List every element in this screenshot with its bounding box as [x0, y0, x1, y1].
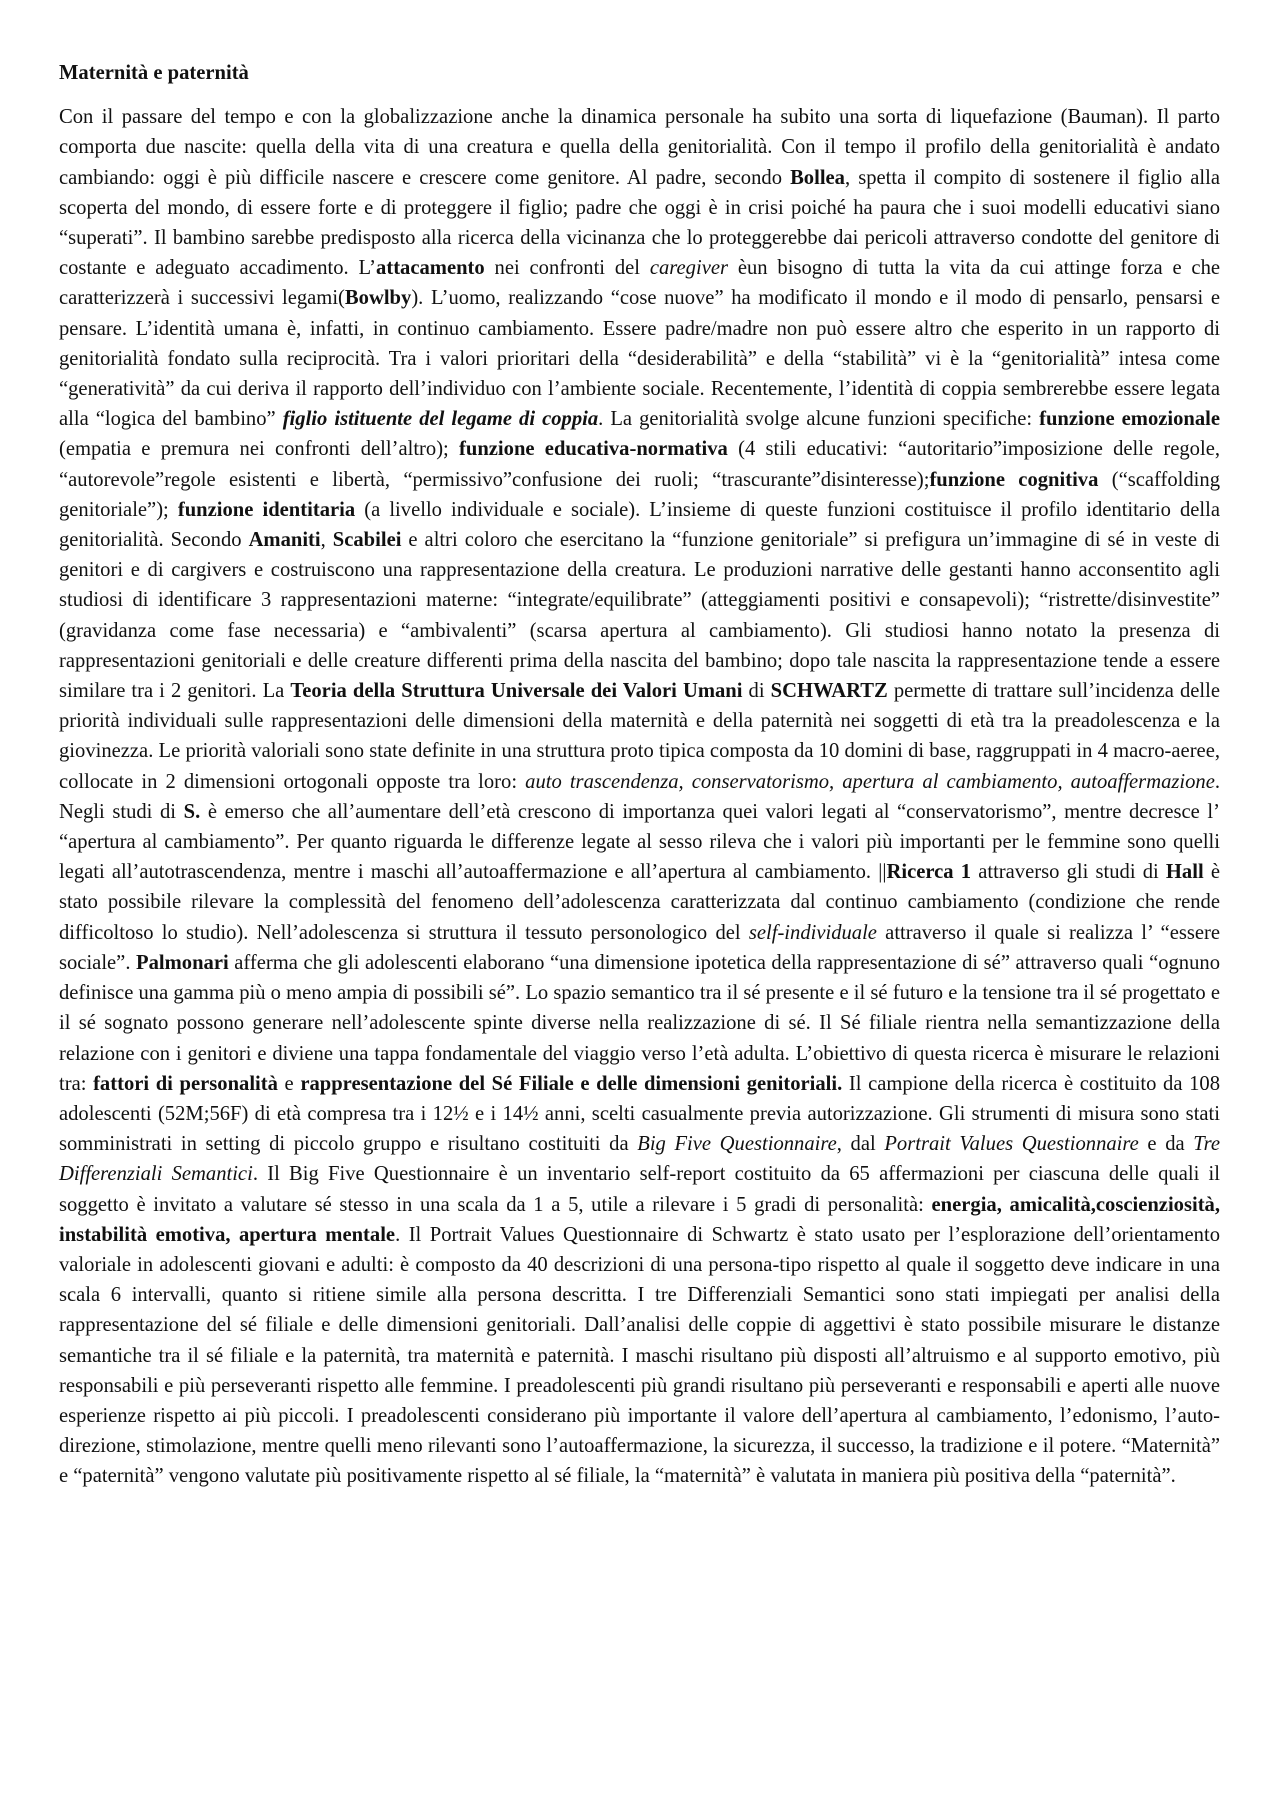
text-segment-bold: Teoria della Struttura Universale dei Valori Umani — [290, 680, 743, 703]
text-segment-plain: . Il Portrait Values Questionnaire di Schwartz è stato usato per l’esplorazione dell’orientamento valoriale in adolescenti giovani e adulti: è composto da 40 descrizioni di una persona-tipo rispetto al quale il soggetto deve indicare in una scala 6 intervalli, quanto si ritiene simile alla persona descritta. I tre Differenziali Semantici sono stati impiegati per analisi della rappresentazione del sé filiale e delle dimensioni genitoriali. Dall’analisi delle coppie di aggettivi è stato possibile misurare le distanze semantiche tra il sé filiale e la paternità, tra maternità e paternità. I maschi risultano più disposti all’altruismo e al supporto emotivo, più responsabili e più perseveranti rispetto alle femmine. I preadolescenti più grandi risultano più perseveranti e responsabili e aperti alle nuove esperienze rispetto ai più piccoli. I preadolescenti considerano più importante il valore dell’apertura al cambiamento, l’edonismo, l’auto-direzione, stimolazione, mentre quelli meno rilevanti sono l’autoaffermazione, la sicurezza, il successo, la tradizione e il potere. “Maternità” e “paternità” vengono valutate più positivamente rispetto al sé filiale, la “maternità” è valutata in maniera più positiva della “paternità”. — [59, 1223, 1220, 1488]
text-segment-bold: Bowlby — [344, 287, 412, 310]
text-segment-plain: . Negli studi di — [59, 770, 1220, 823]
text-segment-italic: self-individuale — [748, 921, 877, 944]
text-segment-plain: attraverso gli studi di — [971, 861, 1166, 884]
text-segment-plain: Con il passare del tempo e con la globalizzazione anche la dinamica personale ha subito una sorta di liquefazione (Bauman). Il parto comporta due nascite: quella della vita di una creatura e quella della genitorialità. Con il tempo il profilo della genitorialità è andato cambiando: oggi è più difficile nascere e crescere come genitore. Al padre, secondo — [59, 106, 1220, 189]
text-segment-plain: (a livello individuale e sociale). L’insieme di queste funzioni costituisce il profilo identitario della genitorialità. Secondo — [59, 498, 1220, 552]
text-segment-bold: funzione cognitiva — [929, 468, 1099, 491]
text-segment-plain: è stato possibile rilevare la complessità del fenomeno dell’adolescenza caratterizzata dal continuo cambiamento (condizione che rende difficoltoso lo studio). Nell’adolescenza si struttura il tessuto personologico del — [59, 861, 1220, 944]
text-segment-plain: e — [277, 1072, 301, 1095]
text-segment-plain: attraverso il quale si realizza l’ “essere sociale”. — [59, 921, 1220, 974]
text-segment-bold: Bollea — [790, 166, 845, 189]
text-segment-plain: , — [320, 529, 333, 552]
text-segment-bold: fattori di personalità — [93, 1072, 278, 1095]
text-segment-italic: caregiver — [649, 257, 729, 280]
text-segment-plain: èun bisogno di tutta la vita da cui attinge forza e che caratterizzerà i successivi legami( — [59, 257, 1221, 310]
text-segment-plain: . Il Big Five Questionnaire è un inventario self-report costituito da 65 affermazioni per ciascuna delle quali il soggetto è invitato a valutare sé stesso in una scala da 1 a 5, utile a rilevare i 5 gradi di personalità: — [59, 1163, 1220, 1216]
text-segment-bold: funzione educativa-normativa — [459, 438, 728, 461]
text-segment-bold: S. — [183, 800, 201, 823]
text-segment-plain: Il campione della ricerca è costituito da 108 adolescenti (52M;56F) di età compresa tra i 12½ e i 14½ anni, scelti casualmente previa autorizzazione. Gli strumenti di misura sono stati somministrati in setting di piccolo gruppo e risultano costituiti da — [59, 1072, 1221, 1156]
text-segment-bold: energia, amicalità,coscienziosità, instabilità emotiva, apertura mentale — [59, 1193, 1220, 1246]
text-segment-italic: Portrait Values Questionnaire — [884, 1133, 1139, 1156]
text-segment-bold: Amaniti — [248, 529, 321, 552]
document-page — [59, 58, 1220, 1492]
text-segment-bold: Palmonari — [136, 951, 229, 974]
text-segment-plain: nei confronti del — [484, 257, 650, 280]
page-title: Maternità e paternità — [59, 62, 249, 84]
text-segment-bold: attacamento — [376, 257, 485, 280]
text-segment-bold: SCHWARTZ — [770, 680, 888, 703]
text-segment-italic: Tre Differenziali Semantici — [59, 1133, 1220, 1186]
text-segment-bold: rappresentazione del Sé Filiale e delle dimensioni genitoriali. — [300, 1072, 843, 1095]
text-segment-plain: e altri coloro che esercitano la “funzione genitoriale” si prefigura un’immagine di sé in veste di genitori e di cargivers e costruiscono una rappresentazione della creatura. Le produzioni narrative delle gestanti hanno acconsentito agli studiosi di identificare 3 rappresentazioni materne: “integrate/equilibrate” (atteggiamenti positivi e consapevoli); “ristrette/disinvestite” (gravidanza come fase necessaria) e “ambivalenti” (scarsa apertura al cambiamento). Gli studiosi hanno notato la presenza di rappresentazioni genitoriali e delle creature differenti prima della nascita del bambino; dopo tale nascita la rappresentazione tende a essere similare tra i 2 genitori. La — [59, 529, 1221, 703]
text-segment-plain: permette di trattare sull’incidenza delle priorità individuali sulle rappresentazioni delle dimensioni della maternità e della paternità nei soggetti di età tra la preadolescenza e la giovinezza. Le priorità valoriali sono state definite in una struttura proto tipica composta da 10 domini di base, raggruppati in 4 macro-aeree, collocate in 2 dimensioni ortogonali opposte tra loro: — [59, 680, 1220, 793]
text-segment-plain: afferma che gli adolescenti elaborano “una dimensione ipotetica della rappresentazione di sé” attraverso quali “ognuno definisce una gamma più o meno ampia di possibili sé”. Lo spazio semantico tra il sé presente e il sé futuro e la tensione tra il sé progettato e il sé sognato possono generare nell’adolescente spinte diverse nella realizzazione di sé. Il Sé filiale rientra nella semantizzazione della relazione con i genitori e diviene una tappa fondamentale del viaggio verso l’età adulta. L’obiettivo di questa ricerca è misurare le relazioni tra: — [59, 951, 1220, 1095]
text-segment-bold: funzione identitaria — [177, 498, 356, 521]
text-segment-italic: auto trascendenza, conservatorismo, apertura al cambiamento, autoaffermazione — [525, 770, 1215, 793]
text-segment-bold: Ricerca 1 — [886, 861, 972, 884]
text-segment-bold-italic: figlio istituente del legame di coppia — [282, 408, 599, 431]
text-segment-plain: , spetta il compito di sostenere il figlio alla scoperta del mondo, di essere forte e di proteggere il figlio; padre che oggi è in crisi poiché ha paura che i suoi modelli educativi siano “superati”. Il bambino sarebbe predisposto alla ricerca della vicinanza che lo proteggerebbe dai pericoli attraverso condotte del genitore di costante e adeguato accadimento. L’ — [59, 166, 1221, 280]
text-segment-plain: e da — [1138, 1133, 1194, 1156]
text-segment-italic: Big Five Questionnaire — [637, 1133, 837, 1156]
text-segment-plain: di — [742, 680, 771, 703]
text-segment-plain: ). L’uomo, realizzando “cose nuove” ha modificato il mondo e il modo di pensarlo, pensarsi e pensare. L’identità umana è, infatti, in continuo cambiamento. Essere padre/madre non può essere altro che esperito in un rapporto di genitorialità fondato sulla reciprocità. Tra i valori prioritari della “desiderabilità” e della “stabilità” vi è la “genitorialità” intesa come “generatività” da cui deriva il rapporto dell’individuo con l’ambiente sociale. Recentemente, l’identità di coppia sembrerebbe essere legata alla “logica del bambino” — [59, 287, 1221, 431]
body-paragraph — [59, 102, 1220, 1491]
text-segment-plain: (4 stili educativi: “autoritario”imposizione delle regole, “autorevole”regole esistenti e libertà, “permissivo”confusione dei ruoli; “trascurante”disinteresse); — [59, 438, 1220, 491]
text-segment-plain: (“scaffolding genitoriale”); — [59, 468, 1220, 521]
text-segment-plain: (empatia e premura nei confronti dell’altro); — [59, 438, 460, 461]
text-segment-bold: funzione emozionale — [1039, 408, 1221, 431]
text-segment-plain: . La genitorialità svolge alcune funzioni specifiche: — [598, 408, 1040, 431]
text-segment-bold: Hall — [1165, 861, 1204, 884]
text-segment-plain: , dal — [836, 1133, 885, 1156]
text-segment-bold: Scabilei — [332, 529, 402, 552]
text-segment-plain: è emerso che all’aumentare dell’età crescono di importanza quei valori legati al “conservatorismo”, mentre decresce l’ “apertura al cambiamento”. Per quanto riguarda le differenze legate al sesso rileva che i valori più importanti per le femmine sono quelli legati all’autotrascendenza, mentre i maschi all’autoaffermazione e all’apertura al cambiamento. || — [59, 800, 1220, 884]
